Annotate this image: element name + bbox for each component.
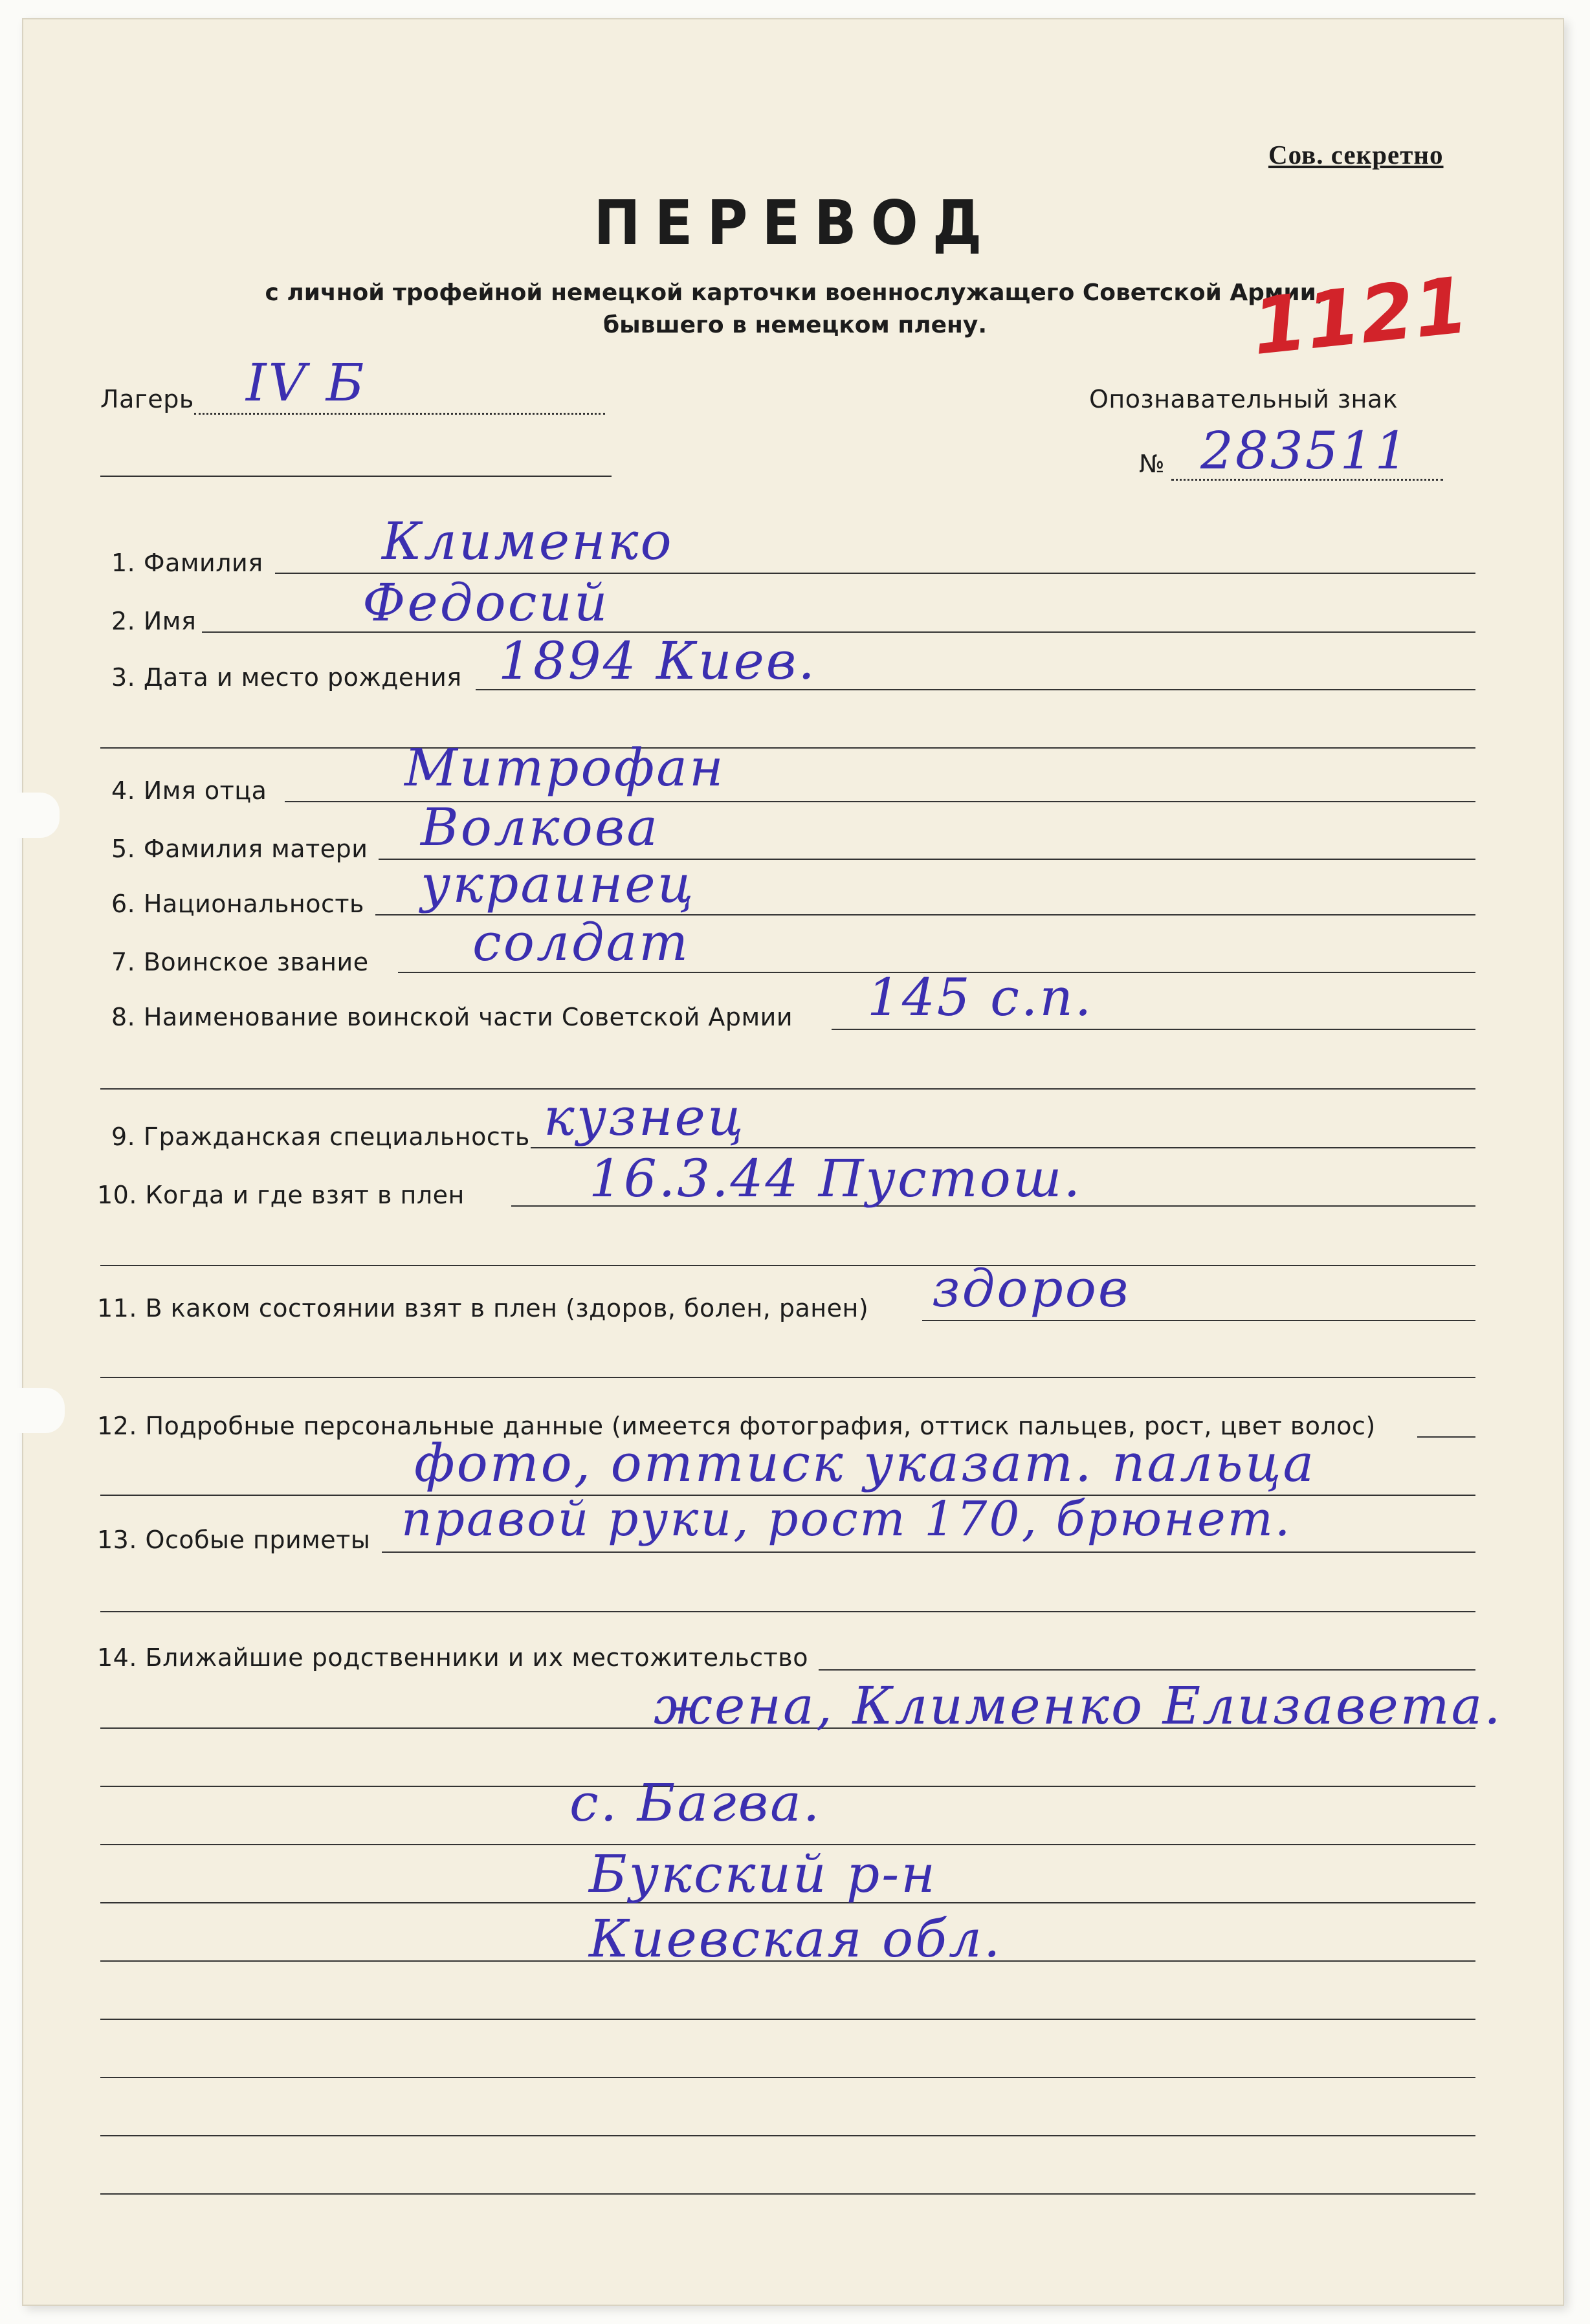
field-11-line <box>922 1320 1475 1321</box>
subtitle-line-1: с личной трофейной немецкой карточки военнослужащего Советской Армии, <box>265 280 1325 306</box>
id-tag-label: Опознавательный знак <box>1089 385 1398 413</box>
field-5-value: Волкова <box>421 797 660 857</box>
field-11-value: здоров <box>932 1258 1131 1319</box>
field-1-label: 1. Фамилия <box>111 549 263 577</box>
field-4-label: 4. Имя отца <box>111 776 267 805</box>
tear-notch-bottom <box>0 1388 65 1433</box>
classification-stamp: Сов. секретно <box>1268 140 1444 170</box>
camp-line <box>194 413 605 415</box>
field-5-label: 5. Фамилия матери <box>111 835 368 863</box>
relatives-line-9 <box>100 2193 1475 2195</box>
camp-extra-line <box>100 476 612 477</box>
field-1-value: Клименко <box>382 511 674 571</box>
field-11-label: 11. В каком состоянии взят в плен (здоров, болен, ранен) <box>97 1294 869 1322</box>
field-13-value: правой руки, рост 170, брюнет. <box>401 1491 1292 1547</box>
field-6-value: украинец <box>421 854 696 914</box>
relatives-entry-4: Киевская обл. <box>589 1909 1002 1969</box>
relatives-entry-3: Букский р-н <box>589 1844 937 1904</box>
field-7-value: солдат <box>472 912 690 972</box>
field-8-extra-line <box>100 1088 1475 1090</box>
relatives-line-6 <box>100 2019 1475 2020</box>
relatives-entry-1: жена, Клименко Елизавета. <box>654 1676 1503 1736</box>
subtitle-line-2: бывшего в немецком плену. <box>602 312 988 338</box>
field-11-extra-line <box>100 1377 1475 1378</box>
field-9-value: кузнец <box>544 1087 745 1147</box>
camp-label: Лагерь <box>100 385 194 413</box>
tear-notch-top <box>0 793 60 838</box>
field-6-label: 6. Национальность <box>111 890 364 918</box>
field-12-value: фото, оттиск указат. пальца <box>414 1433 1316 1493</box>
relatives-line-8 <box>100 2135 1475 2136</box>
field-8-value: 145 с.п. <box>867 967 1094 1027</box>
field-14-line <box>819 1669 1475 1671</box>
id-tag-value: 283511 <box>1200 421 1410 481</box>
id-tag-number-prefix: № <box>1139 450 1165 478</box>
archive-number: 1121 <box>1248 260 1473 373</box>
field-14-label: 14. Ближайшие родственники и их местожительство <box>97 1643 808 1672</box>
field-2-value: Федосий <box>362 573 610 633</box>
field-13-line <box>382 1551 1475 1553</box>
field-8-label: 8. Наименование воинской части Советской Армии <box>111 1003 793 1031</box>
field-8-line <box>832 1029 1475 1030</box>
field-10-value: 16.3.44 Пустош. <box>589 1148 1082 1209</box>
field-3-label: 3. Дата и место рождения <box>111 663 462 692</box>
field-10-label: 10. Когда и где взят в плен <box>97 1181 465 1209</box>
field-13-label: 13. Особые приметы <box>97 1526 371 1554</box>
field-3-extra-line <box>100 747 1475 749</box>
field-3-value: 1894 Киев. <box>498 631 817 691</box>
relatives-line-7 <box>100 2077 1475 2078</box>
relatives-entry-2: с. Багва. <box>569 1773 822 1833</box>
field-13-extra-line <box>100 1611 1475 1612</box>
field-12-label: 12. Подробные персональные данные (имеется фотография, оттиск пальцев, рост, цвет волос) <box>97 1412 1376 1440</box>
field-12-line <box>1417 1436 1475 1438</box>
field-4-value: Митрофан <box>404 738 725 798</box>
field-9-label: 9. Гражданская специальность <box>111 1123 530 1151</box>
document-title: ПЕРЕВОД <box>593 188 997 259</box>
camp-value: IV Б <box>246 353 366 413</box>
field-2-label: 2. Имя <box>111 607 197 635</box>
field-10-extra-line <box>100 1265 1475 1266</box>
field-7-label: 7. Воинское звание <box>111 948 369 976</box>
